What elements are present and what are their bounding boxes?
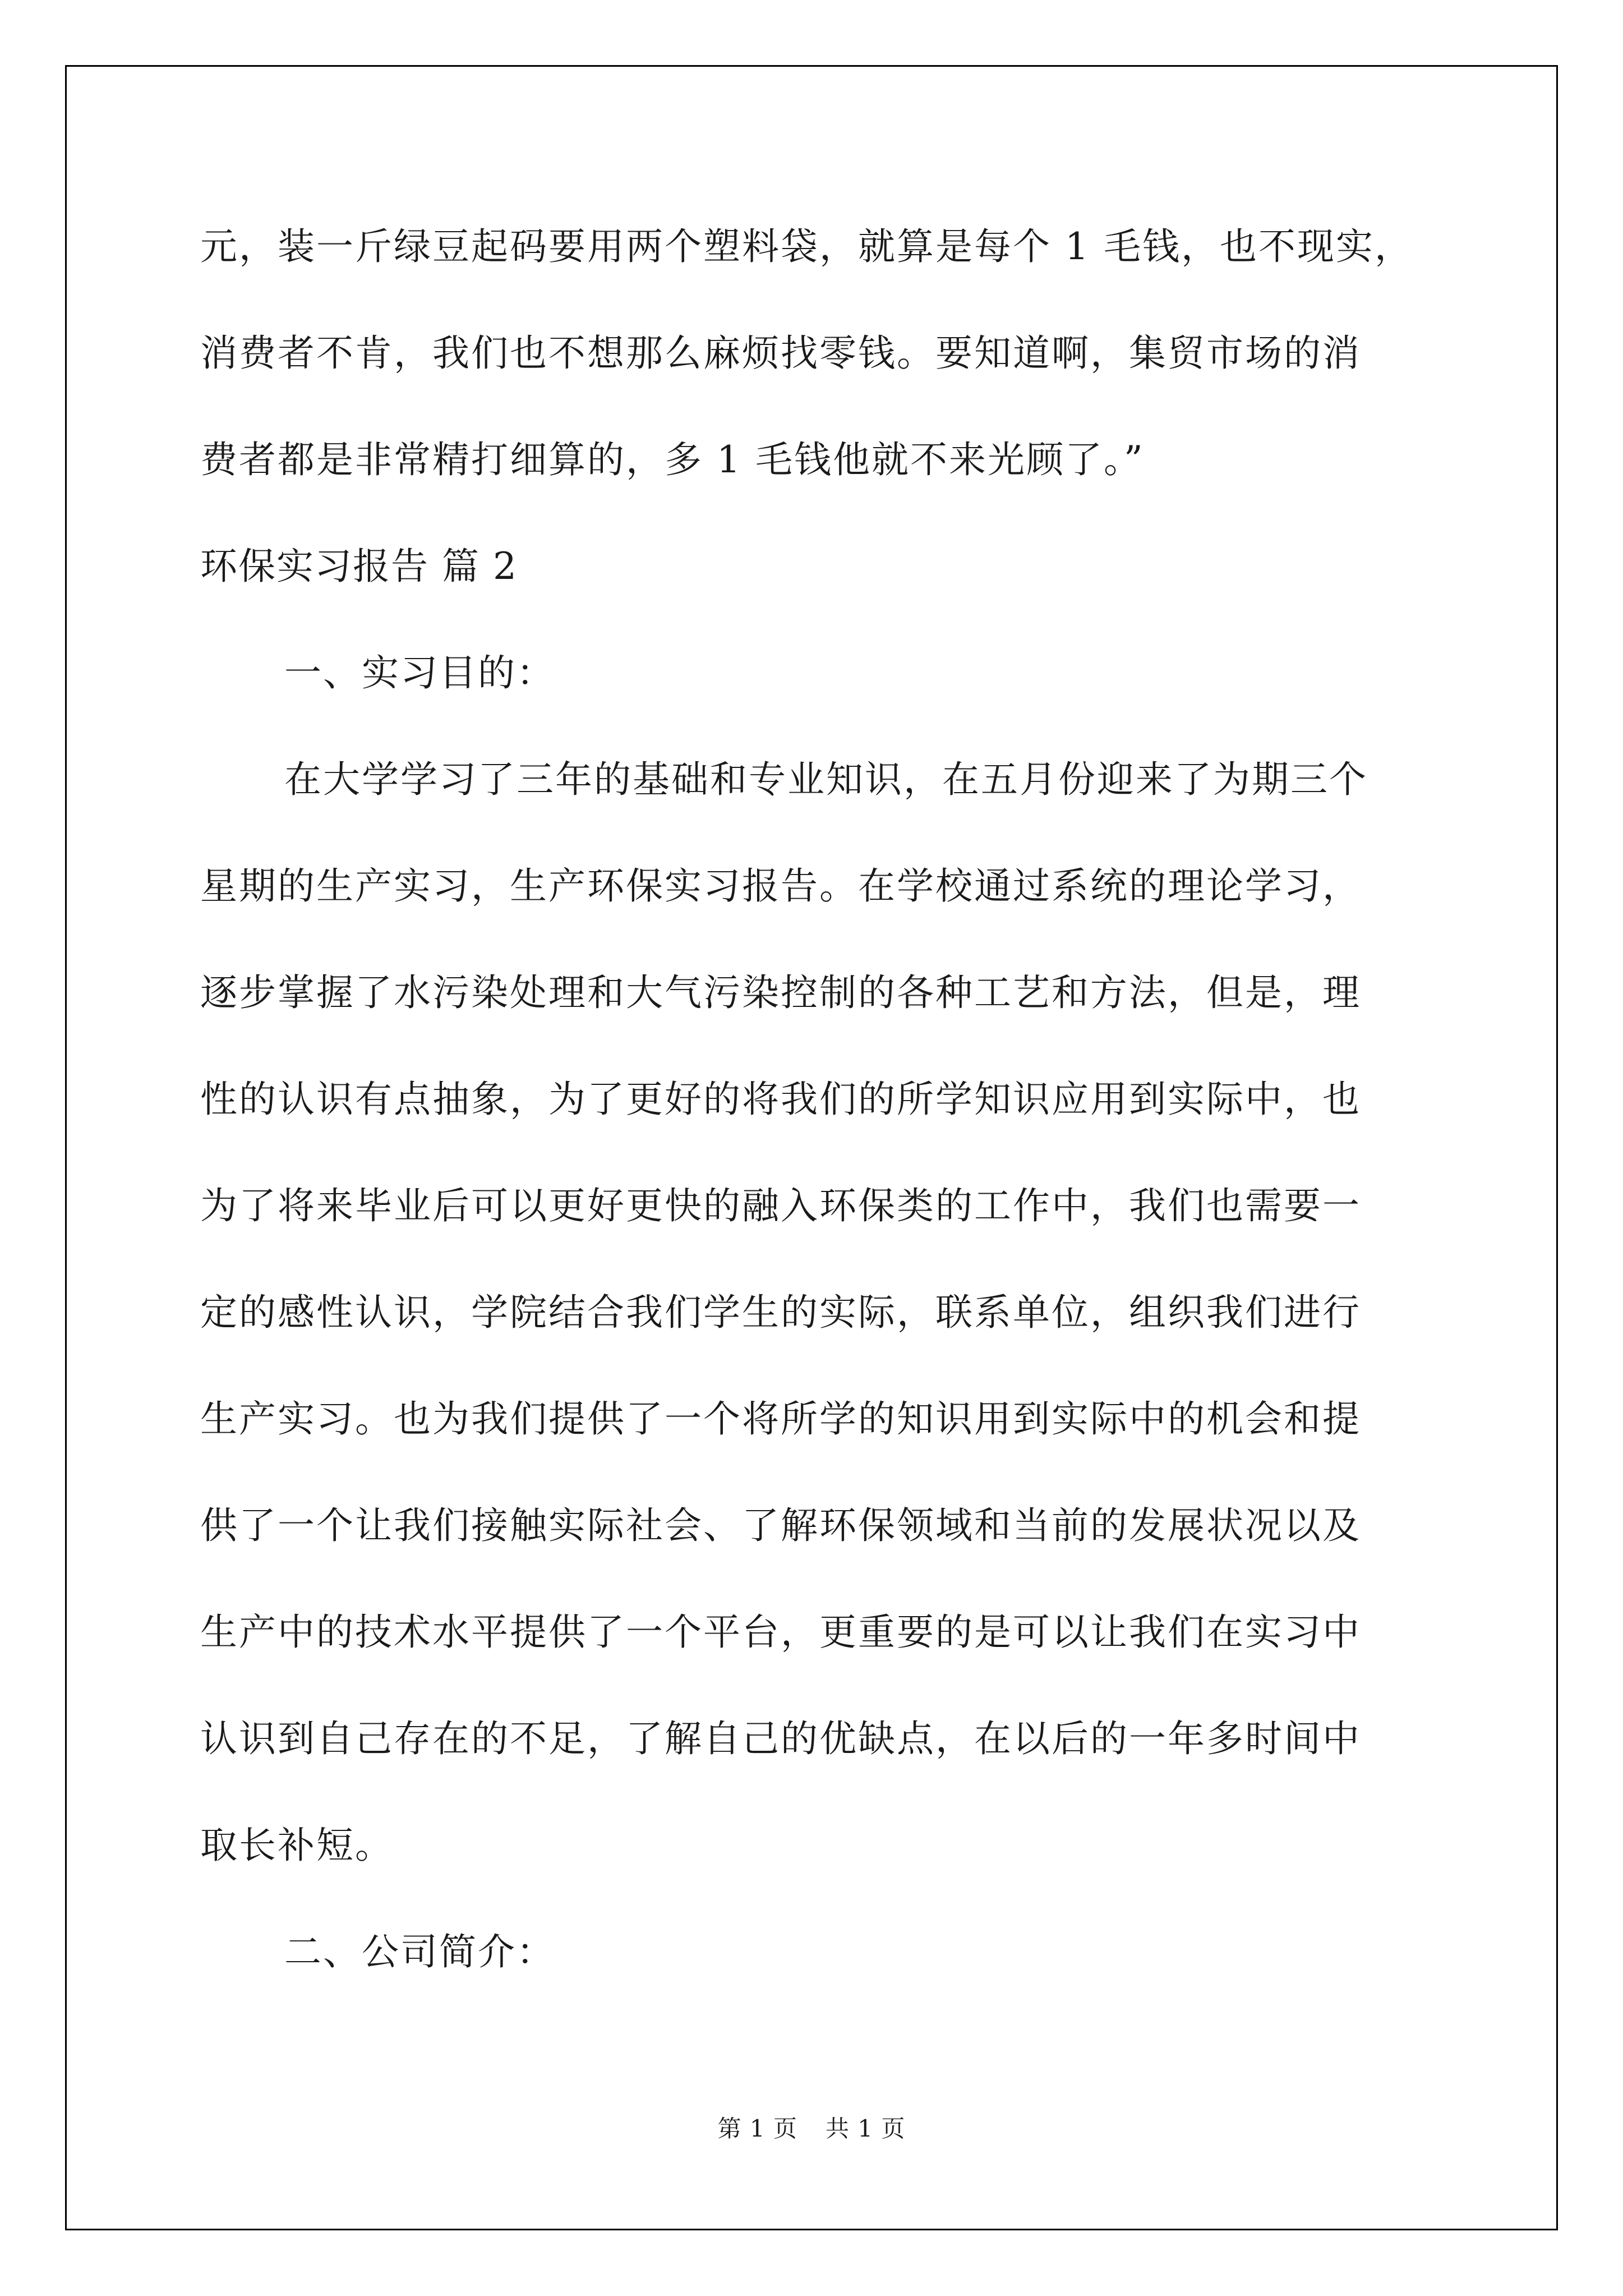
page-footer: [0, 2115, 1623, 2143]
page-number-current: 第 1 页: [717, 2115, 797, 2142]
page-border: [65, 65, 1558, 2230]
paragraph-line: 逐步掌握了水污染处理和大气污染控制的各种工艺和方法，但是，理: [200, 971, 1361, 1014]
paragraph-line: 生产实习。也为我们提供了一个将所学的知识用到实际中的机会和提: [200, 1397, 1361, 1441]
paragraph-line: 为了将来毕业后可以更好更快的融入环保类的工作中，我们也需要一: [200, 1184, 1361, 1227]
paragraph-line: 在大学学习了三年的基础和专业知识，在五月份迎来了为期三个: [284, 758, 1368, 801]
section-title: 环保实习报告 篇 2: [200, 545, 518, 588]
paragraph-line: 供了一个让我们接触实际社会、了解环保领域和当前的发展状况以及: [200, 1504, 1361, 1547]
paragraph-line: 定的感性认识，学院结合我们学生的实际，联系单位，组织我们进行: [200, 1291, 1361, 1334]
text-line: 消费者不肯，我们也不想那么麻烦找零钱。要知道啊，集贸市场的消: [200, 332, 1361, 375]
text-line: 元，装一斤绿豆起码要用两个塑料袋，就算是每个 1 毛钱，也不现实，: [200, 225, 1413, 268]
heading-internship-purpose: 一、实习目的：: [284, 651, 555, 694]
paragraph-line: 取长补短。: [200, 1824, 394, 1867]
paragraph-line: 性的认识有点抽象，为了更好的将我们的所学知识应用到实际中，也: [200, 1078, 1361, 1121]
paragraph-line: 认识到自己存在的不足，了解自己的优缺点，在以后的一年多时间中: [200, 1717, 1361, 1760]
page-number-total: 共 1 页: [826, 2115, 906, 2142]
paragraph-line: 生产中的技术水平提供了一个平台，更重要的是可以让我们在实习中: [200, 1611, 1361, 1654]
paragraph-line: 星期的生产实习，生产环保实习报告。在学校通过系统的理论学习，: [200, 864, 1361, 908]
text-line: 费者都是非常精打细算的，多 1 毛钱他就不来光顾了。”: [200, 438, 1145, 481]
heading-company-intro: 二、公司简介：: [284, 1930, 555, 1973]
